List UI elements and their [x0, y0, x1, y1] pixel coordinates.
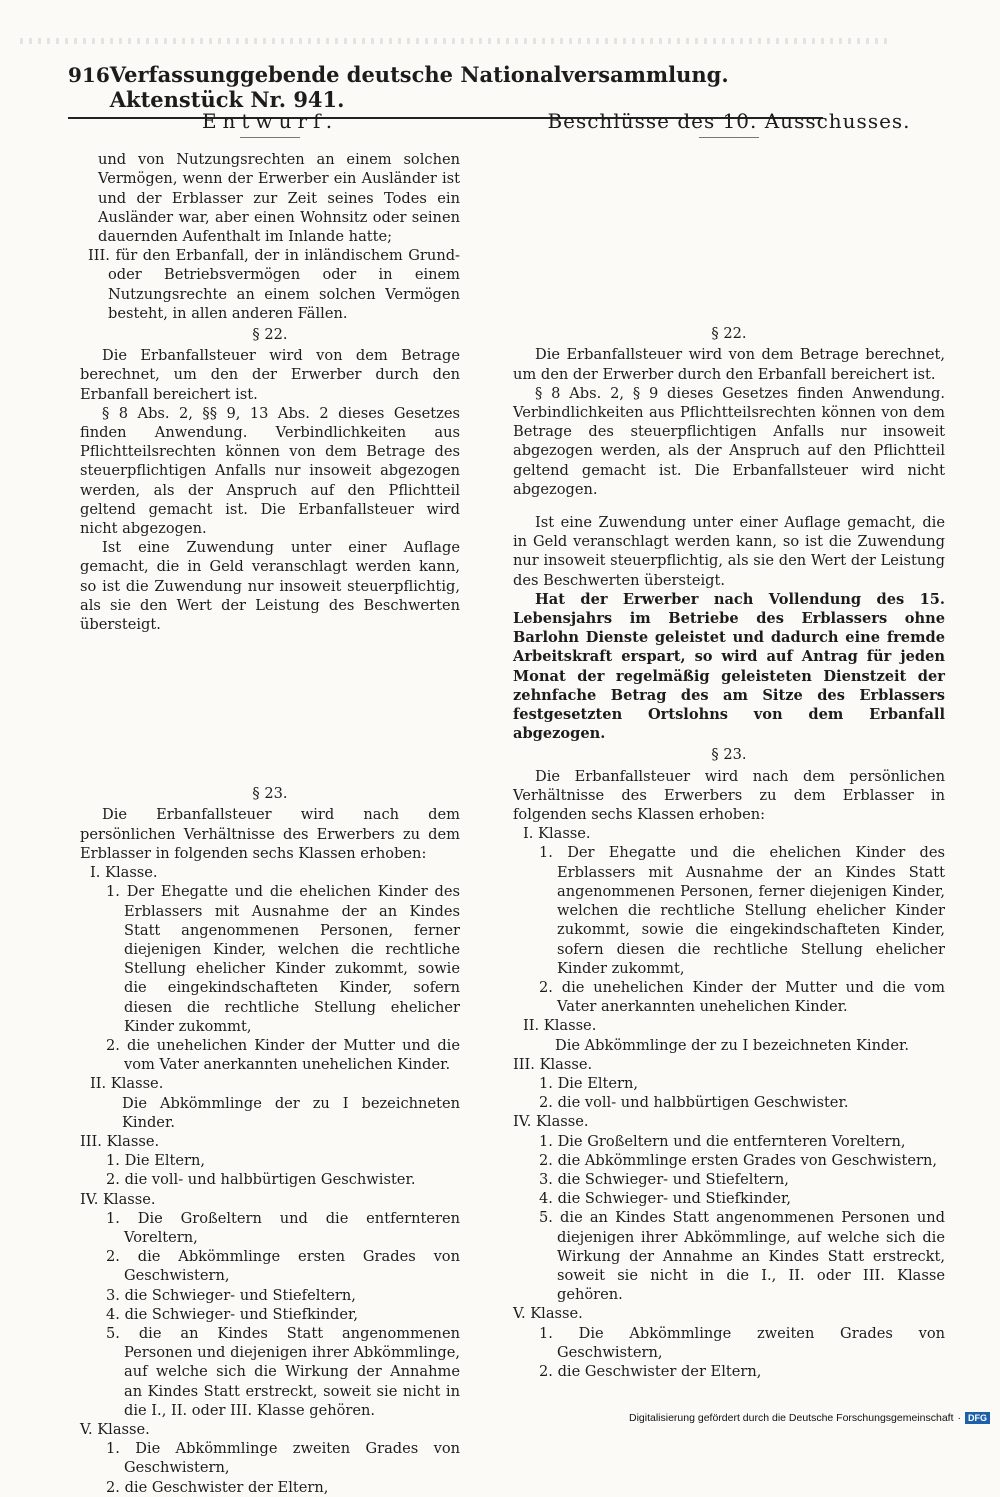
class-ii-text: Die Abkömmlinge der zu I bezeichneten Kinder. [555, 1036, 909, 1054]
class-ii-heading: II. Klasse. [90, 1075, 164, 1093]
scan-noise [20, 38, 890, 44]
dfg-logo: DFG [965, 1412, 990, 1424]
class-iv-item-5: 5. die an Kindes Statt angenommenen Personen und diejenigen ihrer Abkömmlinge, auf welche sich die Wirkung der Annahme an Kindes Statt erstreckt, soweit sie nicht in die I., II. oder III. Klasse gehören. [106, 1324, 460, 1419]
section-23-heading: § 23. [711, 746, 747, 764]
class-iii-heading: III. Klasse. [80, 1132, 160, 1150]
right-column [513, 109, 945, 1381]
section-23-intro: Die Erbanfallsteuer wird nach dem persönlichen Verhältnisse des Erwerbers zu dem Erblasser in folgenden sechs Klassen erhoben: [513, 767, 945, 824]
section-23-intro: Die Erbanfallsteuer wird nach dem persönlichen Verhältnisse des Erwerbers zu dem Erblasser in folgenden sechs Klassen erhoben: [80, 806, 460, 862]
section-22-paragraph-3: Ist eine Zuwendung unter einer Auflage gemacht, die in Geld veranschlagt werden kann, so ist die Zuwendung nur insoweit steuerpflichtig, als sie den Wert der Leistung des Beschwerten übersteigt. [513, 514, 945, 589]
section-22-paragraph-2: § 8 Abs. 2, §§ 9, 13 Abs. 2 dieses Gesetzes finden Anwendung. Verbindlichkeiten aus Pflichtteilsrechten können von dem Betrage des steuerpflichtigen Anfalls nur insoweit abgezogen werden, als der Anspruch auf den Pflichtteil geltend gemacht ist. Die Erbanfallsteuer wird nicht abgezogen. [80, 404, 460, 538]
section-22-paragraph-3: Ist eine Zuwendung unter einer Auflage gemacht, die in Geld veranschlagt werden kann, so ist die Zuwendung nur insoweit steuerpflichtig, als sie den Wert der Leistung des Beschwerten übersteigt. [80, 539, 460, 634]
class-iii-item-1: 1. Die Eltern, [106, 1152, 206, 1170]
left-column [80, 109, 460, 1497]
class-v-heading: V. Klasse. [80, 1420, 150, 1438]
title-rule [240, 137, 300, 138]
page-header-title: Verfassunggebende deutsche Nationalversammlung. Aktenstück Nr. 941. [109, 62, 729, 112]
section-22-heading: § 22. [711, 325, 747, 343]
class-i-item-1: 1. Der Ehegatte und die ehelichen Kinder des Erblassers mit Ausnahme der an Kindes Statt angenommenen Personen, ferner diejenigen Kinder, welchen die rechtliche Stellung ehelicher Kinder zukommt, sowie die eingekindschafteten Kinder, sofern diesen die rechtliche Stellung ehelicher Kinder zukommt, [539, 844, 945, 977]
continuation-item-iii: III. für den Erbanfall, der in inländischem Grund- oder Betriebsvermögen oder in einem Nutzungsrechte an einem solchen Vermögen besteht, in allen anderen Fällen. [88, 247, 460, 322]
digitization-footer [629, 1412, 990, 1424]
class-v-item-1: 1. Die Abkömmlinge zweiten Grades von Geschwistern, [539, 1324, 945, 1361]
class-iii-item-2: 2. die voll- und halbbürtigen Geschwister. [106, 1171, 416, 1189]
class-iv-item-3: 3. die Schwieger- und Stiefeltern, [106, 1286, 356, 1304]
class-iv-item-5: 5. die an Kindes Statt angenommenen Personen und diejenigen ihrer Abkömmlinge, auf welche sich die Wirkung der Annahme an Kindes Statt erstreckt, soweit sie nicht in die I., II. oder III. Klasse gehören. [539, 1209, 945, 1304]
class-i-heading: I. Klasse. [523, 825, 591, 843]
footer-bullet: · [957, 1412, 961, 1424]
section-22-paragraph-2: § 8 Abs. 2, § 9 dieses Gesetzes finden Anwendung. Verbindlichkeiten aus Pflichtteilsrechten können von dem Betrage des steuerpflichtigen Anfalls nur insoweit abgezogen werden, als der Anspruch auf den Pflichtteil geltend gemacht ist. Die Erbanfallsteuer wird nicht abgezogen. [513, 384, 945, 498]
class-iv-heading: IV. Klasse. [513, 1113, 589, 1131]
spacer [513, 150, 945, 322]
title-rule [699, 137, 759, 138]
right-column-title: Beschlüsse des 10. Ausschusses. [547, 109, 911, 133]
class-v-item-2: 2. die Geschwister der Eltern, [106, 1478, 329, 1496]
class-iii-item-1: 1. Die Eltern, [539, 1074, 639, 1092]
class-i-heading: I. Klasse. [90, 864, 158, 882]
class-iv-item-2: 2. die Abkömmlinge ersten Grades von Geschwistern, [539, 1151, 938, 1169]
class-iv-item-1: 1. Die Großeltern und die entfernteren Voreltern, [106, 1209, 460, 1246]
class-iii-item-2: 2. die voll- und halbbürtigen Geschwister. [539, 1094, 849, 1112]
class-iv-item-4: 4. die Schwieger- und Stiefkinder, [106, 1305, 358, 1323]
class-iii-heading: III. Klasse. [513, 1055, 593, 1073]
spacer [80, 634, 460, 782]
class-ii-text: Die Abkömmlinge der zu I bezeichneten Kinder. [122, 1094, 460, 1131]
class-iv-item-2: 2. die Abkömmlinge ersten Grades von Geschwistern, [106, 1248, 460, 1285]
class-iv-item-1: 1. Die Großeltern und die entfernteren Voreltern, [539, 1132, 906, 1150]
class-i-item-1: 1. Der Ehegatte und die ehelichen Kinder des Erblassers mit Ausnahme der an Kindes Statt angenommenen Personen, ferner diejenigen Kinder, welchen die rechtliche Stellung ehelicher Kinder zukommt, sowie die eingekindschafteten Kinder, sofern diesen die rechtliche Stellung ehelicher Kinder zukommt, [106, 883, 460, 1035]
left-column-title: Entwurf. [201, 109, 339, 133]
class-v-item-1: 1. Die Abkömmlinge zweiten Grades von Geschwistern, [106, 1440, 460, 1477]
section-22-paragraph-1: Die Erbanfallsteuer wird von dem Betrage berechnet, um den der Erwerber durch den Erbanfall bereichert ist. [513, 346, 945, 383]
class-iv-item-3: 3. die Schwieger- und Stiefeltern, [539, 1170, 789, 1188]
footer-text: Digitalisierung gefördert durch die Deutsche Forschungsgemeinschaft [628, 1412, 954, 1424]
page-number: 916 [68, 63, 110, 87]
class-i-item-2: 2. die unehelichen Kinder der Mutter und die vom Vater anerkannten unehelichen Kinder. [106, 1036, 460, 1074]
class-iv-heading: IV. Klasse. [80, 1190, 156, 1208]
class-v-heading: V. Klasse. [513, 1305, 583, 1323]
section-22-paragraph-4-amendment: Hat der Erwerber nach Vollendung des 15. Lebensjahrs im Betriebe des Erblassers ohne Barlohn Dienste geleistet und dadurch eine fremde Arbeitskraft erspart, so wird auf Antrag für jeden Monat der regelmäßig geleisteten Dienstzeit der zehnfache Betrag des am Sitze des Erblassers festgesetzten Ortslohns von dem Erbanfall abgezogen. [513, 590, 945, 743]
section-22-paragraph-1: Die Erbanfallsteuer wird von dem Betrage berechnet, um den der Erwerber durch den Erbanfall bereichert ist. [80, 347, 460, 403]
class-i-item-2: 2. die unehelichen Kinder der Mutter und die vom Vater anerkannten unehelichen Kinder. [539, 978, 945, 1016]
continuation-text: und von Nutzungsrechten an einem solchen Vermögen, wenn der Erwerber ein Ausländer ist und der Erblasser zur Zeit seines Todes ein Ausländer war, aber einen Wohnsitz oder seinen dauernden Aufenthalt im Inlande hatte; [98, 151, 460, 246]
class-ii-heading: II. Klasse. [523, 1017, 597, 1035]
class-v-item-2: 2. die Geschwister der Eltern, [539, 1362, 762, 1380]
section-22-heading: § 22. [252, 326, 288, 344]
section-23-heading: § 23. [252, 785, 288, 803]
class-iv-item-4: 4. die Schwieger- und Stiefkinder, [539, 1190, 791, 1208]
